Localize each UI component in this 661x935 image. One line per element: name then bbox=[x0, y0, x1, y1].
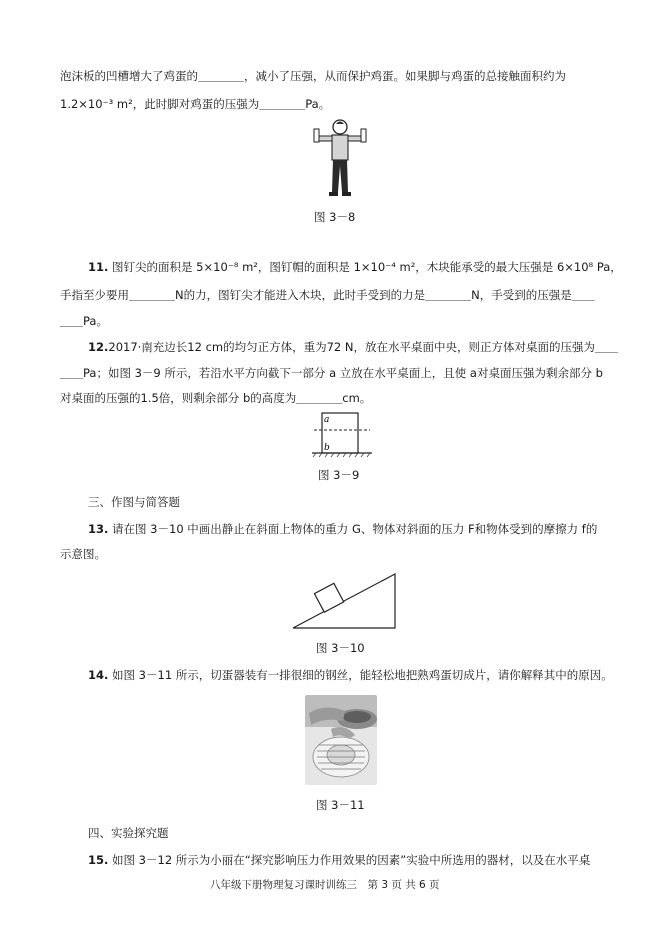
q12-text-line2: ＿＿Pa；如图 3－9 所示，若沿水平方向截下一部分 a 立放在水平桌面上，且使 a对桌面压强为剩余部分 b bbox=[60, 366, 603, 380]
q14-line1 bbox=[88, 667, 613, 683]
q13-number: 13. bbox=[88, 522, 109, 536]
figure-3-8-caption: 图 3－8 bbox=[314, 210, 356, 224]
q15-text-1: 如图 3－12 所示为小丽在“探究影响压力作用效果的因素”实验中所选用的器材，以及在水平桌 bbox=[112, 853, 591, 867]
q14-text-1: 如图 3－11 所示，切蛋器装有一排很细的钢丝，能轻松地把熟鸡蛋切成片，请你解释其中的原因。 bbox=[112, 668, 613, 682]
q12-text-line3: 对桌面的压强的1.5倍，则剩余部分 b的高度为＿＿＿＿cm。 bbox=[60, 391, 372, 405]
label-b: b bbox=[324, 443, 330, 453]
figure-3-8-person-illustration bbox=[310, 116, 370, 200]
section-3-heading: 三、作图与简答题 bbox=[88, 495, 180, 509]
q11-text-line2: 手指至少要用＿＿＿＿N的力，图钉尖才能进入木块，此时手受到的力是＿＿＿＿N，手受到的压强是＿＿ bbox=[60, 288, 595, 302]
q13-text-line2: 示意图。 bbox=[60, 547, 106, 561]
q12-number: 12. bbox=[88, 340, 109, 354]
q15-number: 15. bbox=[88, 853, 109, 867]
figure-3-9-cube-diagram bbox=[312, 410, 374, 460]
figure-3-11-egg-slicer-photo bbox=[305, 695, 377, 785]
figure-3-9-caption: 图 3－9 bbox=[318, 468, 360, 482]
figure-3-10-caption: 图 3－10 bbox=[316, 641, 365, 655]
q10-text-line2: 1.2×10⁻³ m²，此时脚对鸡蛋的压强为＿＿＿＿Pa。 bbox=[60, 97, 331, 111]
figure-3-11-caption: 图 3－11 bbox=[316, 798, 365, 812]
label-a: a bbox=[324, 415, 330, 425]
q15-line1 bbox=[88, 852, 590, 868]
q14-number: 14. bbox=[88, 668, 109, 682]
q11-text-line3: ＿＿Pa。 bbox=[60, 314, 108, 328]
figure-3-10-incline-diagram bbox=[290, 572, 400, 630]
q13-line1 bbox=[88, 521, 597, 537]
page-footer: 八年级下册物理复习课时训练三 第 3 页 共 6 页 bbox=[210, 879, 440, 891]
q11-line1 bbox=[88, 259, 622, 275]
q12-line1 bbox=[88, 339, 618, 355]
q10-text-line1: 泡沫板的凹槽增大了鸡蛋的＿＿＿＿，减小了压强，从而保护鸡蛋。如果脚与鸡蛋的总接触面积约为 bbox=[60, 69, 566, 83]
q11-text-1: 图钉尖的面积是 5×10⁻⁸ m²，图钉帽的面积是 1×10⁻⁴ m²，木块能承受的最大压强是 6×10⁸ Pa， bbox=[112, 260, 622, 274]
q13-text-1: 请在图 3－10 中画出静止在斜面上物体的重力 G、物体对斜面的压力 F和物体受到的摩擦力 f的 bbox=[112, 522, 598, 536]
section-4-heading: 四、实验探究题 bbox=[88, 826, 169, 840]
q12-text-1: 2017·南充边长12 cm的均匀正方体，重为72 N，放在水平桌面中央，则正方体对桌面的压强为＿＿ bbox=[108, 340, 618, 354]
q11-number: 11. bbox=[88, 260, 109, 274]
